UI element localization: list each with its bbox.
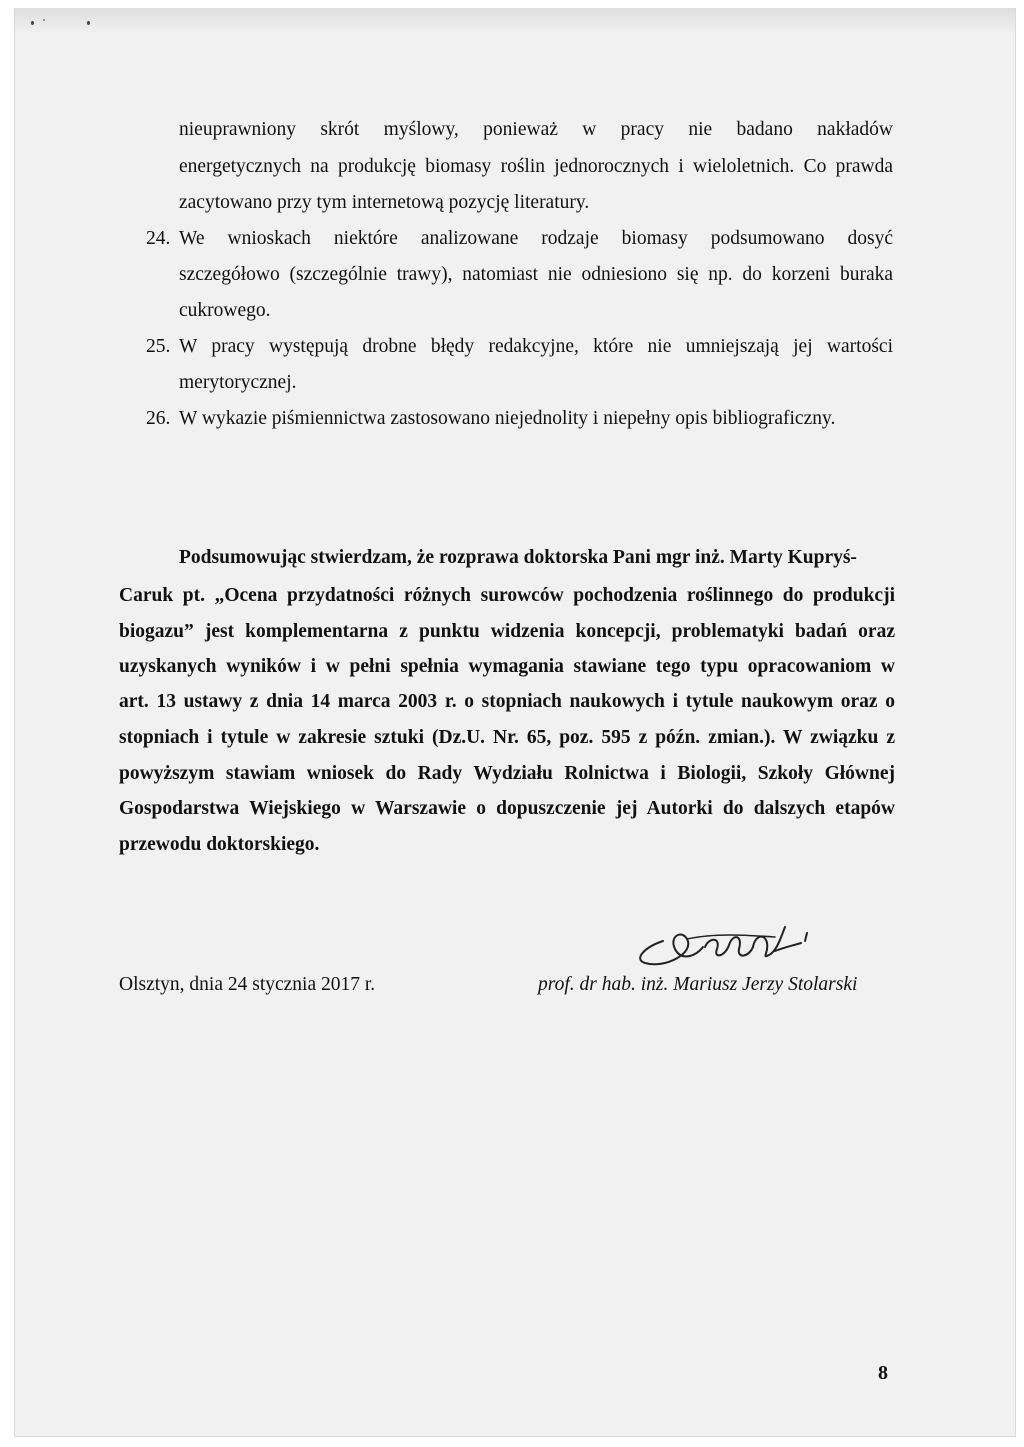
summary-line: przewodu doktorskiego. [119,834,320,855]
summary-line: biogazu” jest komplementarna z punktu widzenia koncepcji, problematyki badań oraz [119,621,895,642]
list-item-number: 24. [146,228,171,249]
summary-line: stopniach i tytule w zakresie sztuki (Dz.U. Nr. 65, poz. 595 z późn. zmian.). W związku z [119,727,895,748]
text-line: W pracy występują drobne błędy redakcyjne, które nie umniejszają jej wartości [179,336,893,357]
text-line: nieuprawniony skrót myślowy, ponieważ w pracy nie badano nakładów [179,119,893,140]
scan-speck [43,19,45,21]
summary-line: art. 13 ustawy z dnia 14 marca 2003 r. o stopniach naukowych i tytule naukowym oraz o [119,691,895,712]
scan-speck [87,21,90,25]
summary-line: uzyskanych wyników i w pełni spełnia wymagania stawiane tego typu opracowaniom w [119,656,895,677]
summary-line: Podsumowując stwierdzam, że rozprawa doktorska Pani mgr inż. Marty Kupryś- [179,547,857,568]
text-line: merytorycznej. [179,372,297,393]
page-number: 8 [878,1362,888,1384]
author-signature-line: prof. dr hab. inż. Mariusz Jerzy Stolarski [538,974,858,995]
text-line: energetycznych na produkcję biomasy roślin jednorocznych i wieloletnich. Co prawda [179,156,893,177]
text-line: cukrowego. [179,300,271,321]
list-item-number: 25. [146,336,171,357]
summary-line: Gospodarstwa Wiejskiego w Warszawie o dopuszczenie jej Autorki do dalszych etapów [119,798,895,819]
scan-speck [31,21,34,25]
text-line: szczegółowo (szczególnie trawy), natomiast nie odniesiono się np. do korzeni buraka [179,264,893,285]
text-line: We wnioskach niektóre analizowane rodzaje biomasy podsumowano dosyć [179,228,893,249]
place-and-date: Olsztyn, dnia 24 stycznia 2017 r. [119,974,376,995]
text-line: W wykazie piśmiennictwa zastosowano niejednolity i niepełny opis bibliograficzny. [179,408,836,429]
scanned-sheet [14,8,1016,1437]
summary-line: Caruk pt. „Ocena przydatności różnych surowców pochodzenia roślinnego do produkcji [119,585,895,606]
handwritten-signature [625,907,825,977]
list-item-number: 26. [146,408,171,429]
text-line: zacytowano przy tym internetową pozycję literatury. [179,192,590,213]
summary-line: powyższym stawiam wniosek do Rady Wydziału Rolnictwa i Biologii, Szkoły Głównej [119,763,895,784]
scan-top-shadow [15,8,1015,34]
